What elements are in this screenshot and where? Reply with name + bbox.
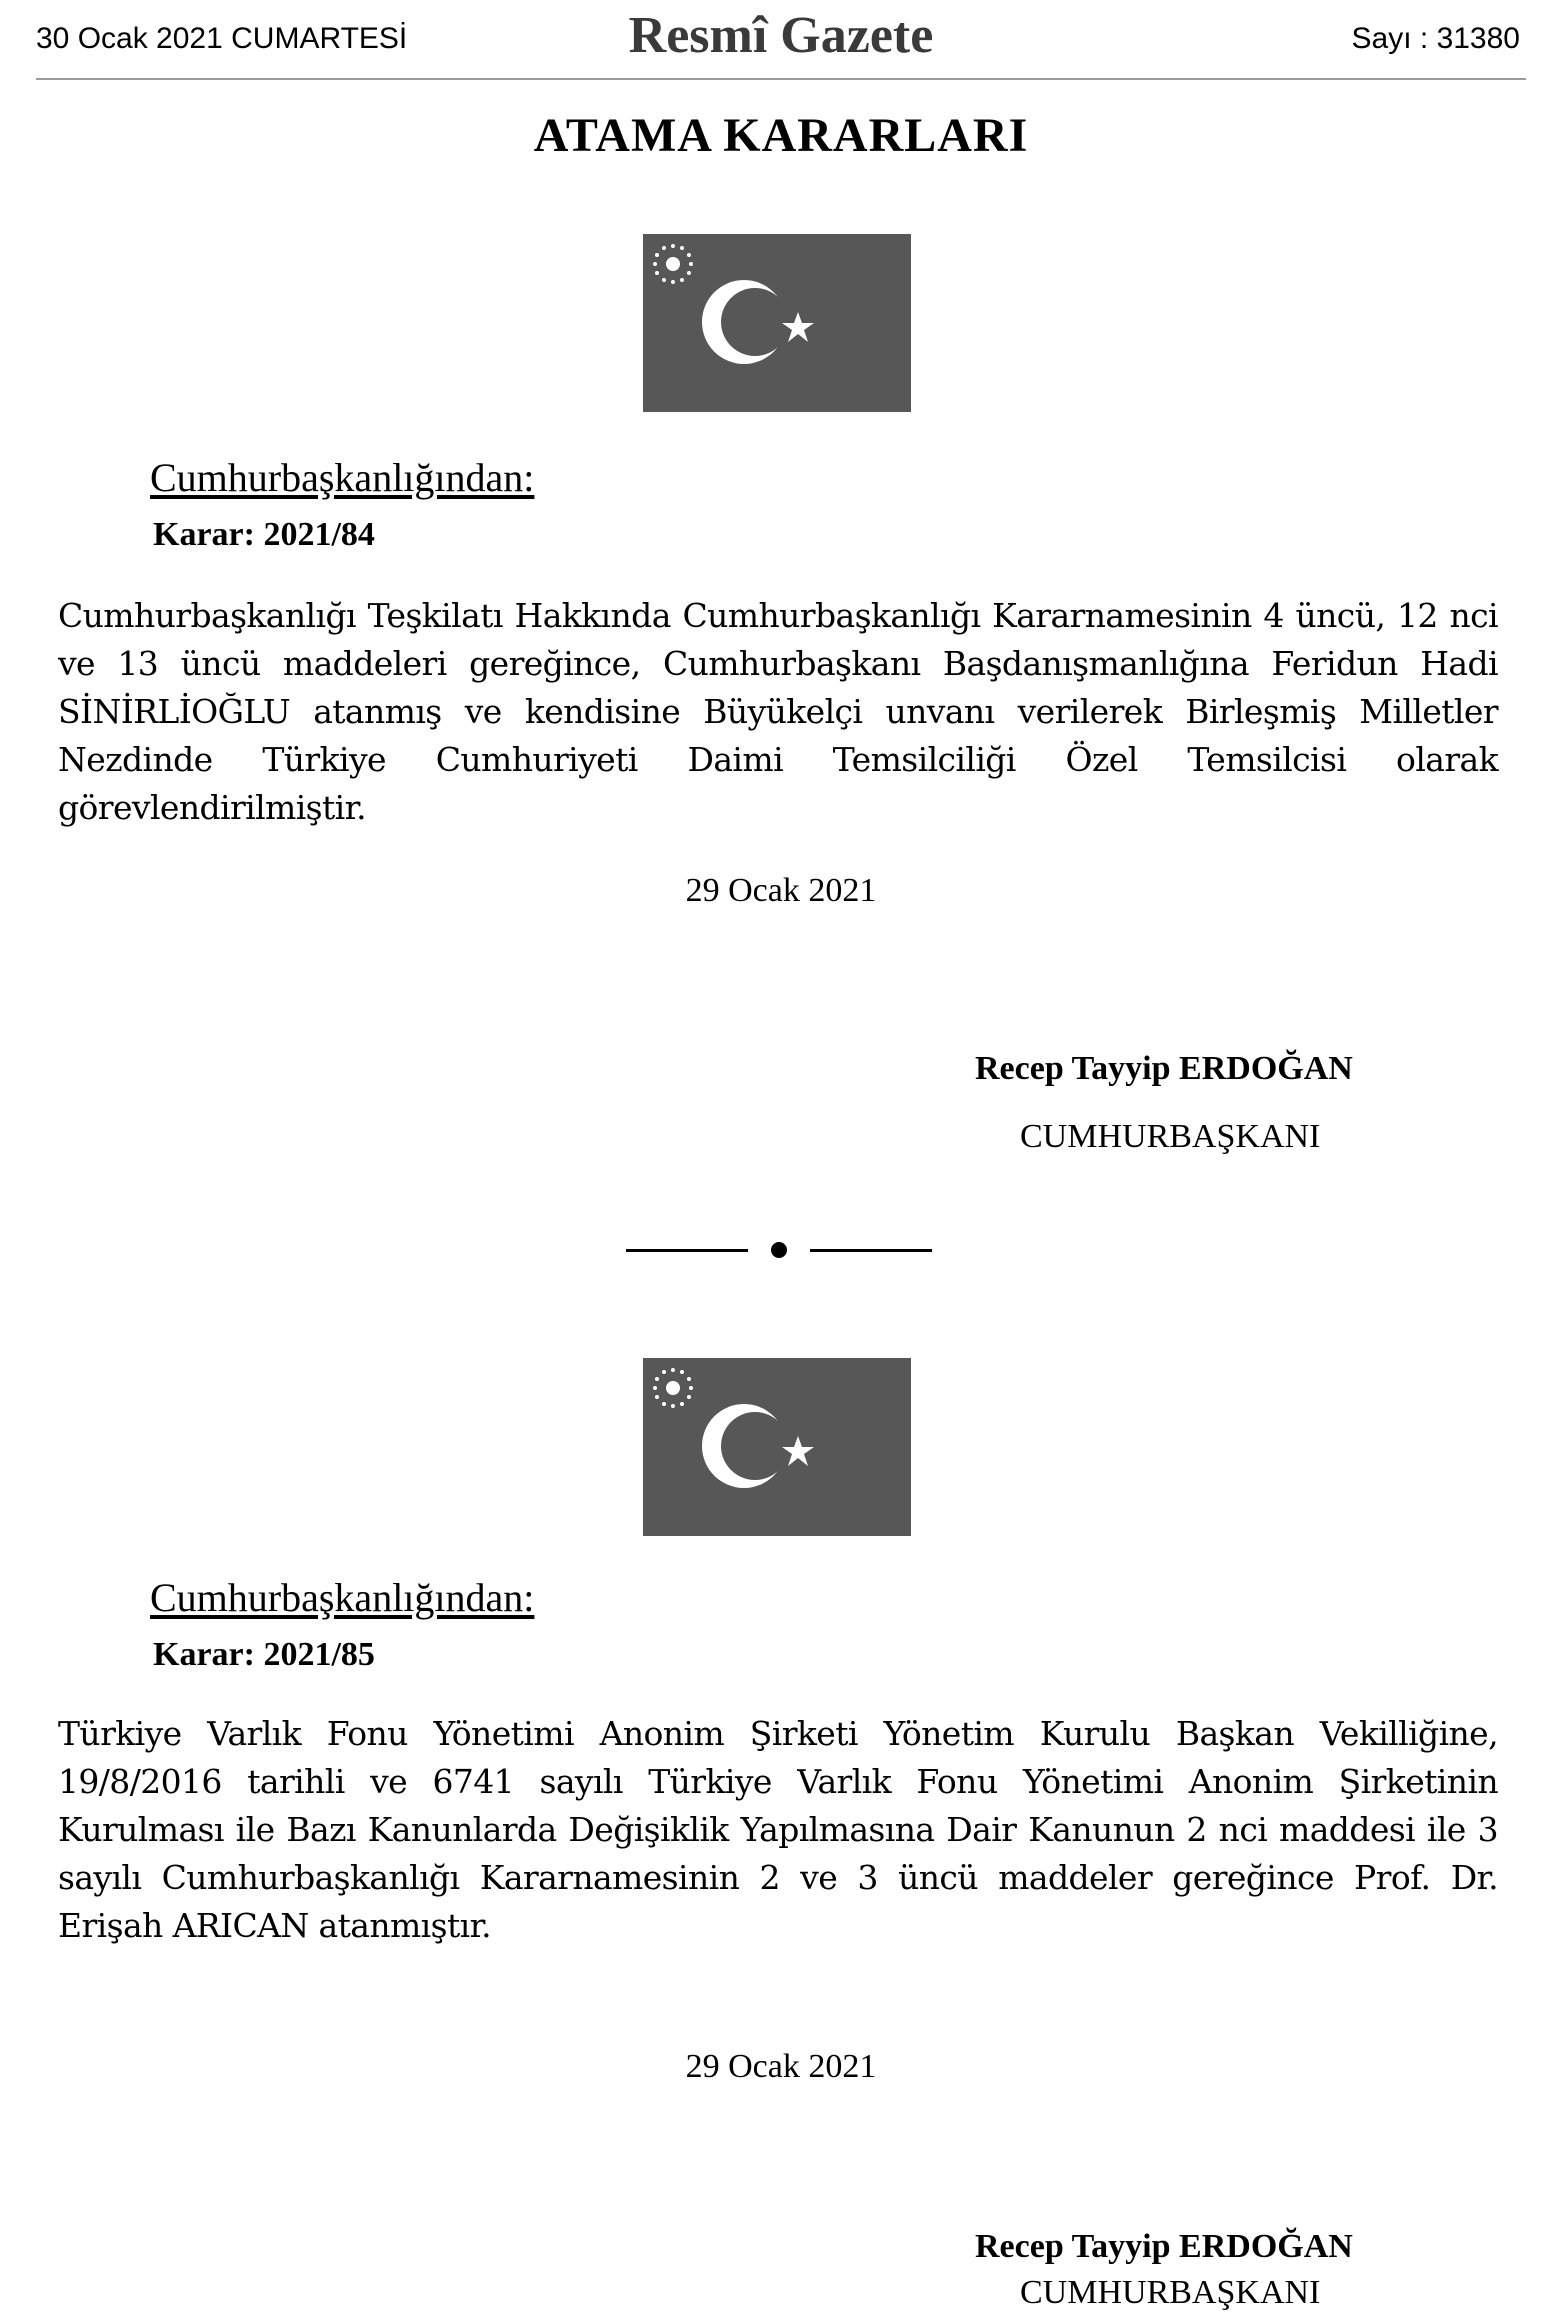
issuer-label: Cumhurbaşkanlığından: (150, 455, 535, 500)
decision-body: Cumhurbaşkanlığı Teşkilatı Hakkında Cumhurbaşkanlığı Kararnamesinin 4 üncü, 12 nci ve 13 üncü maddeleri gereğince, Cumhurbaşkanı Başdanışmanlığına Feridun Hadi SİNİRLİOĞLU atanmış ve kendisine Büyükelçi unvanı verilerek Birleşmiş Milletler Nezdinde Türkiye Cumhuriyeti Daimi Temsilciliği Özel Temsilcisi olarak görevlendirilmiştir. (58, 596, 1498, 827)
presidential-flag-icon (643, 1358, 911, 1536)
issue-number: Sayı : 31380 (1351, 22, 1520, 55)
header-date: 30 Ocak 2021 CUMARTESİ (36, 22, 408, 55)
issuer-label: Cumhurbaşkanlığından: (150, 1575, 535, 1620)
decree-number: Karar: 2021/84 (153, 516, 375, 553)
section-title: ATAMA KARARLARI (533, 109, 1029, 162)
decision-date: 29 Ocak 2021 (685, 872, 877, 909)
decree-number: Karar: 2021/85 (153, 1636, 375, 1673)
signer-title: CUMHURBAŞKANI (1020, 1118, 1321, 1155)
section-separator (626, 1240, 932, 1260)
presidential-flag-icon (643, 234, 911, 412)
signer-name: Recep Tayyip ERDOĞAN (975, 2228, 1353, 2265)
header-divider (36, 78, 1526, 80)
signer-name: Recep Tayyip ERDOĞAN (975, 1050, 1353, 1087)
signer-title: CUMHURBAŞKANI (1020, 2274, 1321, 2311)
decision-date: 29 Ocak 2021 (685, 2048, 877, 2085)
decision-body: Türkiye Varlık Fonu Yönetimi Anonim Şirketi Yönetim Kurulu Başkan Vekilliğine, 19/8/2016 tarihli ve 6741 sayılı Türkiye Varlık Fonu Yönetimi Anonim Şirketinin Kurulması ile Bazı Kanunlarda Değişiklik Yapılmasına Dair Kanunun 2 nci maddesi ile 3 sayılı Cumhurbaşkanlığı Kararnamesinin 2 ve 3 üncü maddeler gereğince Prof. Dr. Erişah ARICAN atanmıştır. (58, 1714, 1498, 1945)
publication-title: Resmî Gazete (628, 7, 934, 64)
